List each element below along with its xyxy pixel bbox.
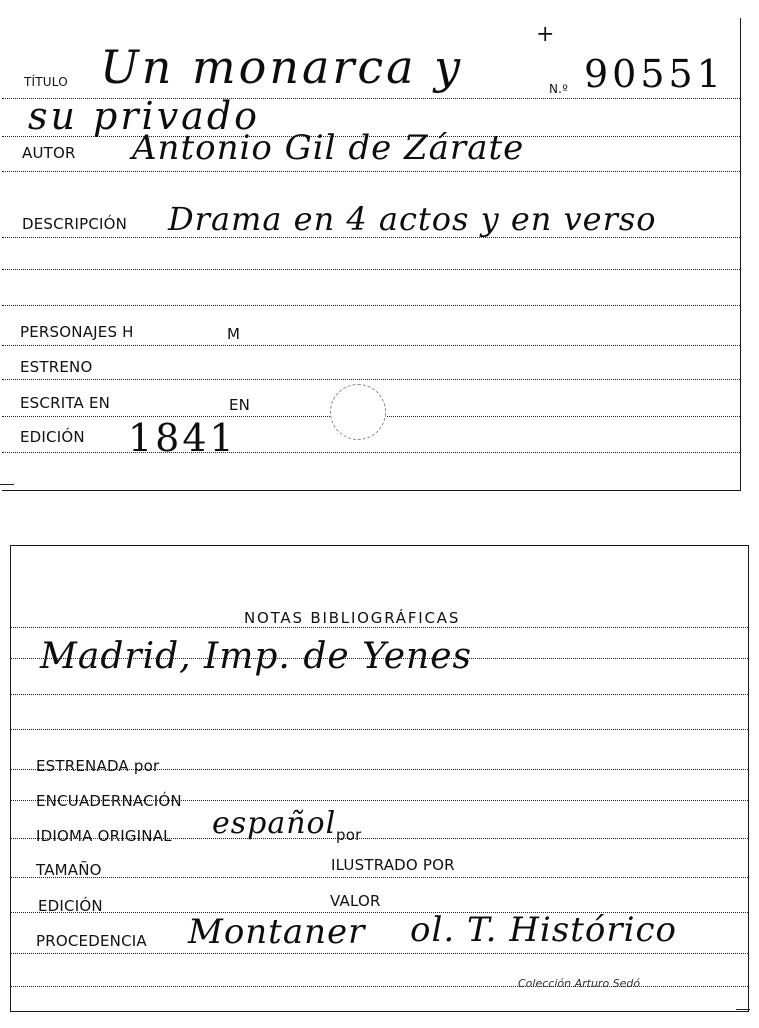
estreno-label: ESTRENO (20, 358, 93, 376)
edicion-value: 1841 (128, 416, 237, 460)
descripcion-label: DESCRIPCIÓN (22, 215, 128, 233)
edicion-bottom-label: EDICIÓN (38, 897, 103, 915)
idioma-por-label: por (336, 826, 362, 844)
rule-line (2, 452, 740, 453)
notas-heading: NOTAS BIBLIOGRÁFICAS (244, 609, 461, 627)
rule-line (11, 729, 748, 730)
titulo-label: TÍTULO (24, 75, 68, 89)
titulo-value-continued: su privado (28, 94, 261, 138)
procedencia-label: PROCEDENCIA (36, 932, 147, 950)
numero-label: N.º (549, 82, 569, 96)
valor-label: VALOR (330, 892, 381, 910)
rule-line (11, 877, 748, 878)
rule-line (2, 305, 740, 306)
rule-line (11, 694, 748, 695)
autor-label: AUTOR (22, 144, 76, 162)
rule-line (2, 269, 740, 270)
edge-tick (736, 1009, 750, 1010)
encuadernacion-label: ENCUADERNACIÓN (36, 792, 182, 810)
personajes-label: PERSONAJES H (20, 323, 134, 341)
rule-line (11, 953, 748, 954)
en-label: EN (229, 396, 251, 414)
escrita-en-label: ESCRITA EN (20, 394, 111, 412)
idioma-label: IDIOMA ORIGINAL (36, 827, 172, 845)
notas-value: Madrid, Imp. de Yenes (40, 636, 473, 677)
personajes-m-label: M (227, 325, 241, 343)
descripcion-value: Drama en 4 actos y en verso (168, 200, 657, 238)
rule-line (2, 379, 740, 380)
tamano-label: TAMAÑO (36, 861, 102, 879)
collection-credit: Colección Arturo Sedó (518, 977, 641, 990)
rule-line (11, 627, 748, 628)
edicion-label: EDICIÓN (20, 428, 85, 446)
autor-value: Antonio Gil de Zárate (132, 128, 525, 168)
idioma-value: español (212, 806, 337, 841)
edge-tick (0, 484, 14, 485)
procedencia-value-secondary: ol. T. Histórico (410, 910, 677, 950)
rule-line (2, 345, 740, 346)
procedencia-value: Montaner (188, 912, 366, 952)
estrenada-label: ESTRENADA por (36, 757, 160, 775)
ilustrado-label: ILUSTRADO POR (331, 856, 455, 874)
rule-line (2, 171, 740, 172)
titulo-value: Un monarca y (100, 40, 464, 94)
numero-value: 90551 (584, 52, 725, 96)
cross-mark: + (536, 22, 556, 47)
punch-hole (330, 384, 386, 440)
